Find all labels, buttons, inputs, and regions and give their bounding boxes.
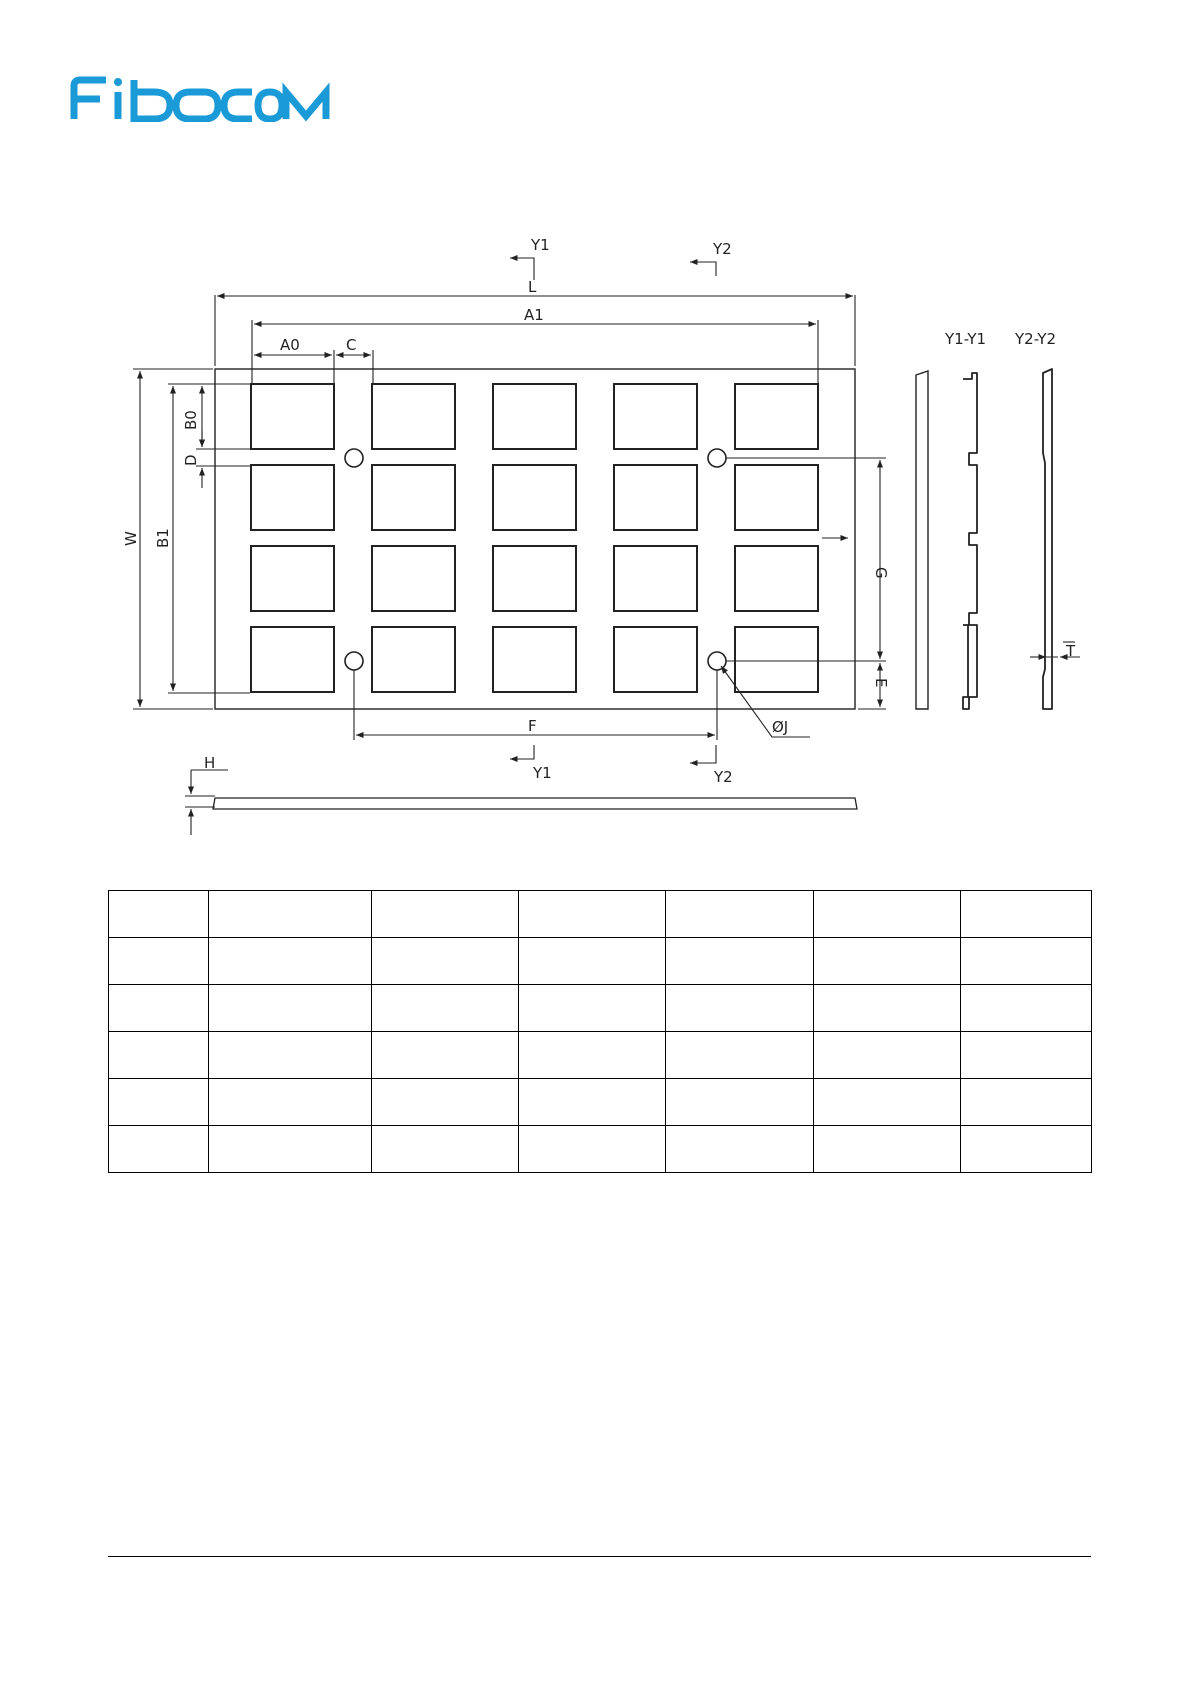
table-cell: [519, 1032, 666, 1079]
pocket: [493, 384, 576, 449]
table-cell: [666, 891, 814, 938]
dimension-table: [108, 890, 1092, 1173]
footer-rule: [108, 1556, 1091, 1557]
table-cell: [814, 1126, 961, 1173]
sprocket-hole: [345, 652, 363, 670]
label-y2-top: Y2: [713, 240, 732, 258]
table-row: [109, 1079, 1092, 1126]
table-cell: [666, 1126, 814, 1173]
table-cell: [666, 938, 814, 985]
sprocket-holes: [345, 449, 726, 670]
table-cell: [209, 1032, 372, 1079]
table-cell: [961, 985, 1092, 1032]
section-y1-profile: [963, 373, 977, 709]
pocket: [614, 384, 697, 449]
table-row: [109, 891, 1092, 938]
section-y2-profile: [1043, 369, 1052, 709]
pocket: [735, 465, 818, 530]
table-cell: [961, 1032, 1092, 1079]
label-h: H: [204, 754, 216, 772]
table-cell: [109, 1126, 209, 1173]
table-cell: [961, 891, 1092, 938]
table-cell: [814, 891, 961, 938]
pocket: [251, 465, 334, 530]
pocket: [735, 384, 818, 449]
table-row: [109, 1126, 1092, 1173]
sprocket-hole: [708, 652, 726, 670]
pocket: [614, 627, 697, 692]
table-cell: [666, 1079, 814, 1126]
table-cell: [109, 891, 209, 938]
table-row: [109, 938, 1092, 985]
sprocket-hole: [345, 449, 363, 467]
label-y2-bottom: Y2: [714, 768, 733, 786]
pocket: [614, 546, 697, 611]
pocket: [372, 384, 455, 449]
table-cell: [961, 1126, 1092, 1173]
table-cell: [961, 938, 1092, 985]
table-cell: [519, 1126, 666, 1173]
table-cell: [209, 938, 372, 985]
edge-profile: [916, 371, 928, 709]
pocket: [372, 546, 455, 611]
table-cell: [666, 1032, 814, 1079]
table-cell: [372, 985, 519, 1032]
label-a0: A0: [280, 336, 300, 354]
table-cell: [109, 938, 209, 985]
pocket: [251, 384, 334, 449]
label-j: ØJ: [772, 718, 789, 736]
tape-plate: [215, 369, 855, 709]
table-cell: [109, 1079, 209, 1126]
table-cell: [372, 938, 519, 985]
label-d: D: [182, 454, 200, 466]
sprocket-hole: [708, 449, 726, 467]
label-g: G: [872, 567, 890, 579]
label-f: F: [528, 717, 537, 735]
table-cell: [666, 985, 814, 1032]
table-cell: [519, 891, 666, 938]
pocket: [735, 627, 818, 692]
table-cell: [372, 1032, 519, 1079]
table-cell: [209, 891, 372, 938]
table-cell: [372, 891, 519, 938]
label-c: C: [346, 336, 357, 354]
pocket: [372, 465, 455, 530]
pocket: [251, 546, 334, 611]
table-cell: [814, 985, 961, 1032]
table-cell: [372, 1079, 519, 1126]
table-cell: [519, 938, 666, 985]
table-cell: [109, 1032, 209, 1079]
label-t: T: [1066, 642, 1076, 660]
pocket: [372, 627, 455, 692]
label-b1: B1: [154, 528, 172, 548]
pocket-grid: [251, 384, 818, 692]
pocket: [614, 465, 697, 530]
table-cell: [209, 1126, 372, 1173]
label-e: E: [872, 678, 890, 688]
table-cell: [814, 1032, 961, 1079]
table-cell: [814, 1079, 961, 1126]
table-cell: [209, 1079, 372, 1126]
table-cell: [519, 1079, 666, 1126]
label-l: L: [528, 278, 537, 296]
pocket: [735, 546, 818, 611]
label-y1-top: Y1: [531, 236, 550, 254]
pocket: [493, 627, 576, 692]
side-profile: [213, 798, 857, 809]
table-cell: [961, 1079, 1092, 1126]
pocket: [251, 627, 334, 692]
table-row: [109, 985, 1092, 1032]
table-cell: [814, 938, 961, 985]
table-row: [109, 1032, 1092, 1079]
table-cell: [209, 985, 372, 1032]
logo-text: Fibocom: [70, 76, 75, 77]
table-cell: [109, 985, 209, 1032]
table-cell: [372, 1126, 519, 1173]
label-y1-bottom: Y1: [533, 764, 552, 782]
label-section-y1: Y1-Y1: [945, 330, 987, 348]
label-a1: A1: [524, 306, 544, 324]
table-cell: [519, 985, 666, 1032]
label-w: W: [122, 531, 140, 546]
pocket: [493, 546, 576, 611]
label-b0: B0: [182, 410, 200, 430]
label-section-y2: Y2-Y2: [1015, 330, 1057, 348]
pocket: [493, 465, 576, 530]
